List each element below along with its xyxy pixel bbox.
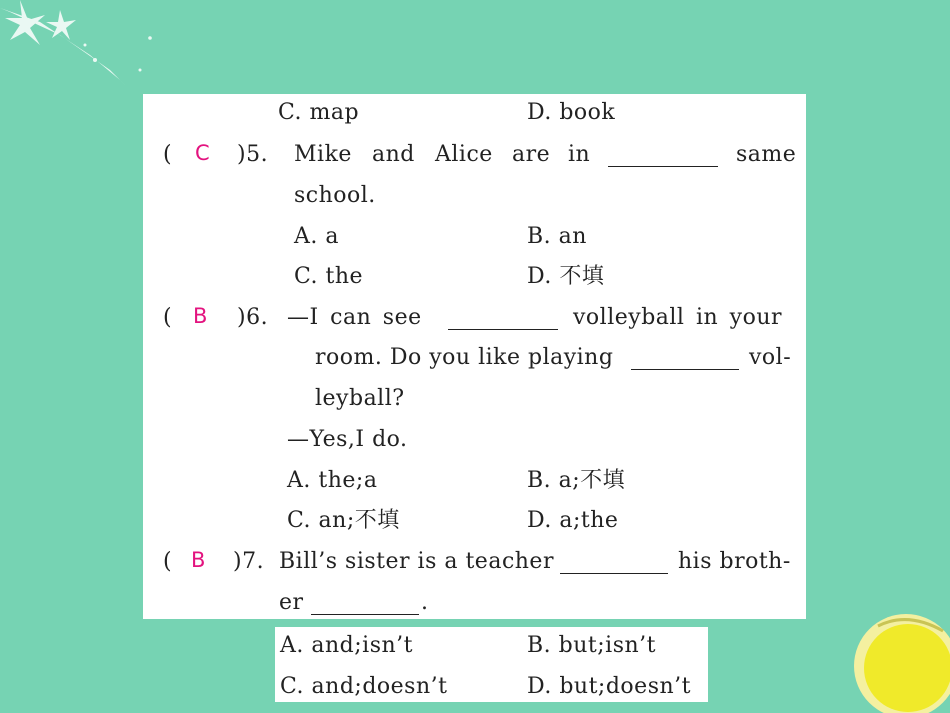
- q6-line-3: leyball?: [315, 386, 405, 411]
- q5-word-1: Mike: [294, 142, 352, 167]
- q6-blank-2: [631, 369, 739, 370]
- q6-line-4: —Yes,I do.: [287, 427, 408, 452]
- q7-line-1-after: his broth-: [678, 549, 791, 574]
- q5-word-4: are: [512, 142, 551, 167]
- q7-line-2-after: .: [421, 590, 429, 615]
- q5-answer: C: [195, 141, 210, 165]
- q5-after-blank: same: [736, 142, 797, 167]
- q4-option-c: C. map: [278, 100, 360, 125]
- q5-line-2: school.: [294, 183, 376, 208]
- q5-blank: [608, 166, 718, 167]
- q5-option-d: D. 不填: [527, 264, 605, 289]
- q7-option-d: D. but;doesn’t: [527, 674, 691, 699]
- q7-number: )7.: [233, 549, 265, 574]
- q7-answer: B: [191, 548, 206, 572]
- q7-option-b: B. but;isn’t: [527, 633, 656, 658]
- q6-line-1-after: volleyball in your: [573, 305, 783, 330]
- q6-answer: B: [193, 304, 208, 328]
- q7-option-c: C. and;doesn’t: [280, 674, 448, 699]
- q6-option-a: A. the;a: [287, 468, 378, 493]
- q7-option-a: A. and;isn’t: [280, 633, 413, 658]
- q6-blank-1: [448, 329, 558, 330]
- sparkle-decoration: [0, 0, 160, 100]
- q7-line-1-before: Bill’s sister is a teacher: [279, 549, 554, 574]
- q5-word-5: in: [568, 142, 591, 167]
- question-panel: [143, 94, 806, 619]
- q7-blank-2: [311, 614, 419, 615]
- q6-option-c: C. an;不填: [287, 508, 400, 533]
- q5-word-2: and: [372, 142, 415, 167]
- q6-option-d: D. a;the: [527, 508, 619, 533]
- q7-line-2-before: er: [279, 590, 304, 615]
- q5-word-3: Alice: [435, 142, 493, 167]
- q6-line-2-before: room. Do you like playing: [315, 345, 614, 370]
- q7-paren-open: (: [163, 549, 172, 574]
- q5-paren-open: (: [163, 142, 172, 167]
- q6-number: )6.: [237, 305, 269, 330]
- q6-option-b: B. a;不填: [527, 468, 626, 493]
- q6-line-1-before: —I can see: [287, 305, 422, 330]
- q5-option-a: A. a: [294, 224, 339, 249]
- q6-paren-open: (: [163, 305, 172, 330]
- q7-options-panel: [275, 627, 708, 702]
- lemon-decoration: [848, 606, 950, 713]
- q5-number: )5.: [237, 142, 269, 167]
- q4-option-d: D. book: [527, 100, 616, 125]
- q5-option-c: C. the: [294, 264, 364, 289]
- q7-blank-1: [560, 573, 668, 574]
- q5-option-b: B. an: [527, 224, 587, 249]
- q6-line-2-after: vol-: [749, 345, 792, 370]
